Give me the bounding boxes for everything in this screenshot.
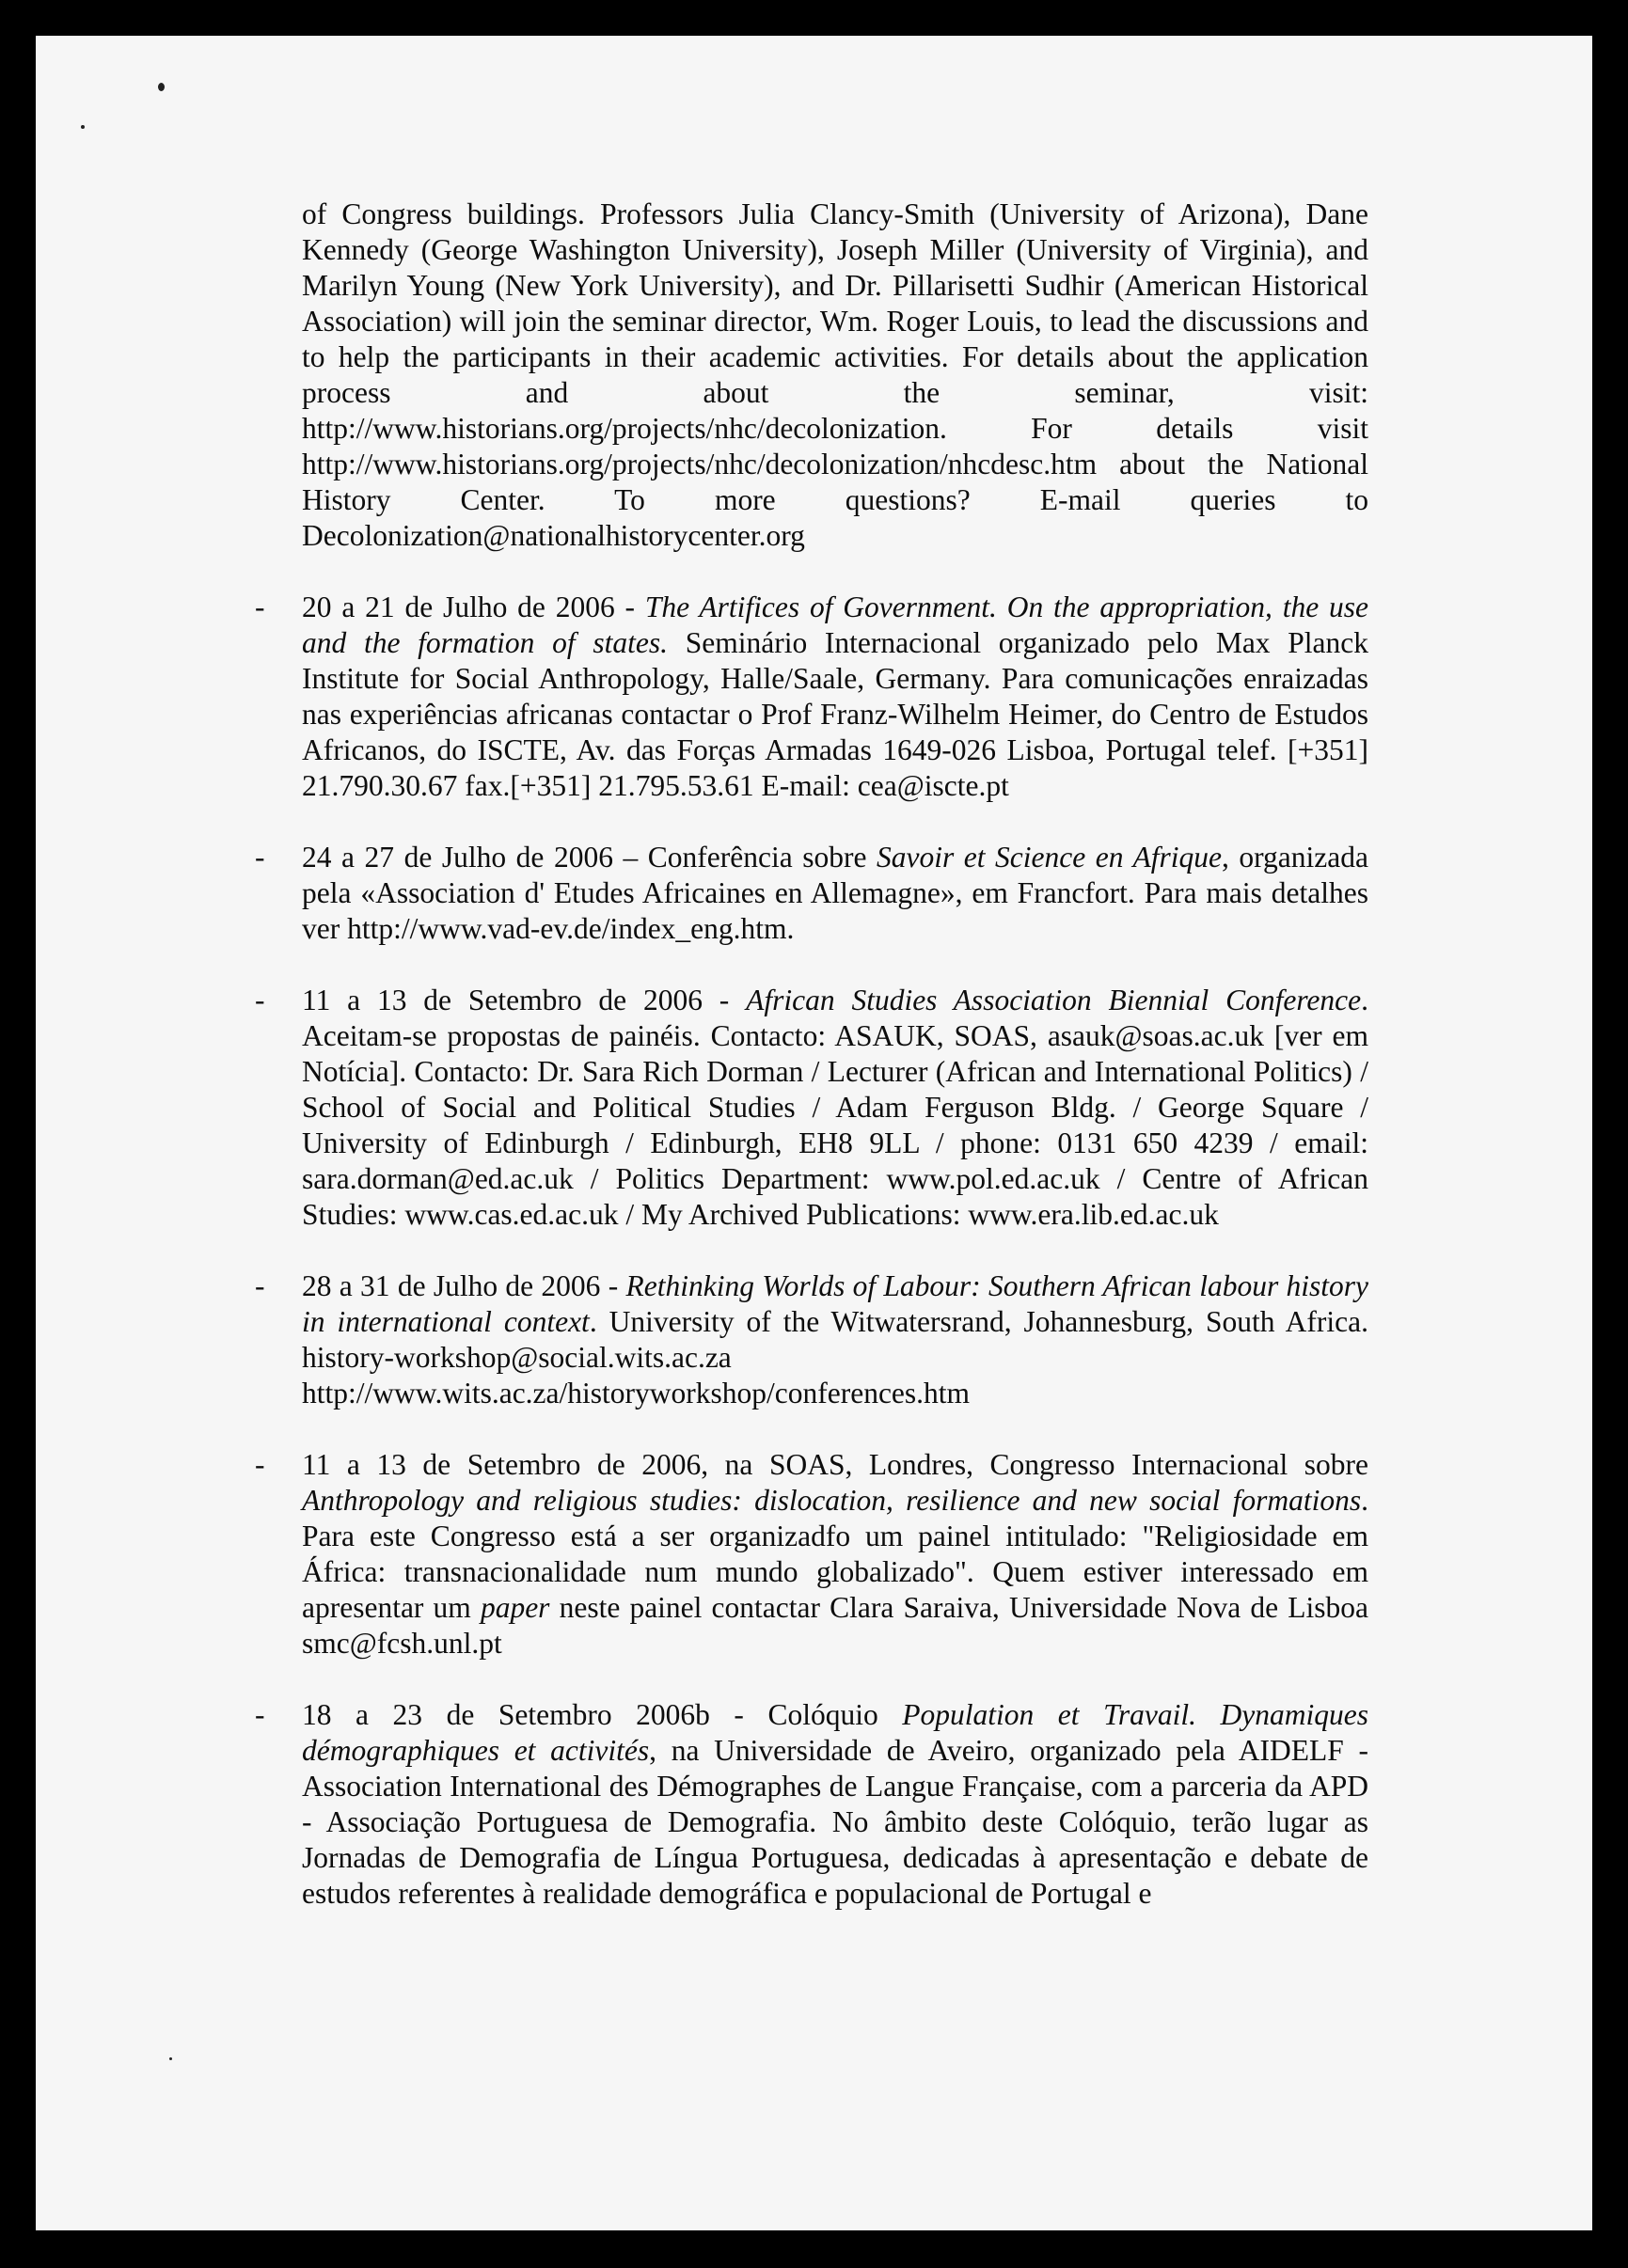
list-dash: -	[255, 591, 265, 623]
list-dash: -	[255, 841, 265, 874]
document-body	[255, 197, 1369, 1912]
list-dash: -	[255, 1269, 265, 1302]
event-entry: - 11 a 13 de Setembro de 2006 - African Studies Association Biennial Conference. Aceitam-se propostas de painéis. Contacto: ASAUK, SOAS, asauk@soas.ac.uk [ver em Notícia]. Contacto: Dr. Sara Rich Dorman / Lecturer (African and International Politics) / School of Social and Political Studies / Adam Ferguson Bldg. / George Square / University of Edinburgh / Edinburgh, EH8 9LL / phone: 0131 650 4239 / email: sara.dorman@ed.ac.uk / Politics Department: www.pol.ed.ac.uk / Centre of African Studies: www.cas.ed.ac.uk / My Archived Publications: www.era.lib.ed.ac.uk	[255, 984, 1368, 1231]
ink-speck	[158, 83, 165, 91]
ink-speck	[81, 125, 85, 129]
event-entry: - 18 a 23 de Setembro 2006b - Colóquio Population et Travail. Dynamiques démographiques et activités, na Universidade de Aveiro, organizado pela AIDELF - Association International des Démographes de Langue Française, com a parceria da APD - Associação Portuguesa de Demografia. No âmbito deste Colóquio, terão lugar as Jornadas de Demografia de Língua Portuguesa, dedicadas à apresentação e debate de estudos referentes à realidade demográfica e populacional de Portugal e	[255, 1698, 1369, 1910]
list-dash: -	[255, 984, 265, 1016]
event-entry: - 24 a 27 de Julho de 2006 – Conferência sobre Savoir et Science en Afrique, organizada pela «Association d' Etudes Africaines en Allemagne», em Francfort. Para mais detalhes ver http://www.vad-ev.de/index_eng.htm.	[255, 841, 1368, 945]
ink-speck	[169, 2057, 172, 2060]
event-entry: - 20 a 21 de Julho de 2006 - The Artifices of Government. On the appropriation, the use and the formation of states. Seminário Internacional organizado pelo Max Planck Institute for Social Anthropology, Halle/Saale, Germany. Para comunicações enraizadas nas experiências africanas contactar o Prof Franz-Wilhelm Heimer, do Centro de Estudos Africanos, do ISCTE, Av. das Forças Armadas 1649-026 Lisboa, Portugal telef. [+351] 21.790.30.67 fax.[+351] 21.795.53.61 E-mail: cea@iscte.pt	[255, 591, 1369, 802]
event-entry: - 11 a 13 de Setembro de 2006, na SOAS, Londres, Congresso Internacional sobre Anthropology and religious studies: dislocation, resilience and new social formations. Para este Congresso está a ser organizadfo um painel intitulado: "Religiosidade em África: transnacionalidade num mundo globalizado". Quem estiver interessado em apresentar um paper neste painel contactar Clara Saraiva, Universidade Nova de Lisboa smc@fcsh.unl.pt	[255, 1448, 1368, 1660]
list-dash: -	[255, 1448, 265, 1481]
list-dash: -	[255, 1698, 265, 1731]
intro-paragraph: of Congress buildings. Professors Julia Clancy-Smith (University of Arizona), Dane Kennedy (George Washington University), Joseph Miller (University of Virginia), and Marilyn Young (New York University), and Dr. Pillarisetti Sudhir (American Historical Association) will join the seminar director, Wm. Roger Louis, to lead the discussions and to help the participants in their academic activities. For details about the application process and about the seminar, visit: http://www.historians.org/projects/nhc/decolonization. For details visit http://www.historians.org/projects/nhc/decolonization/nhcdesc.htm about the National History Center. To more questions? E-mail queries to Decolonization@nationalhistorycenter.org	[302, 197, 1368, 552]
event-entry: - 28 a 31 de Julho de 2006 - Rethinking Worlds of Labour: Southern African labour history in international context. University of the Witwatersrand, Johannesburg, South Africa. history-workshop@social.wits.ac.za http://www.wits.ac.za/historyworkshop/conferences.htm	[255, 1269, 1368, 1410]
